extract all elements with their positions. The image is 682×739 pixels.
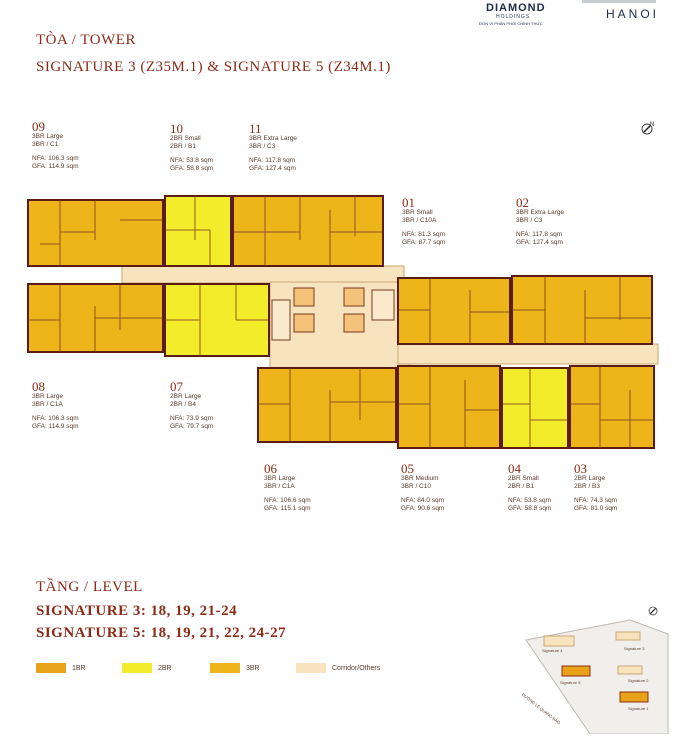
- unit-label-06: 06 3BR Large 3BR / C1A NFA: 106.6 sqm GFA: 115.1 sqm: [264, 461, 311, 512]
- level-line-2: SIGNATURE 5: 18, 19, 21, 22, 24-27: [36, 625, 287, 641]
- unit-label-11: 11 3BR Extra Large 3BR / C3 NFA: 117.8 sqm GFA: 127.4 sqm: [249, 121, 298, 172]
- unit-label-08: 08 3BR Large 3BR / C1A NFA: 106.3 sqm GFA: 114.9 sqm: [32, 379, 79, 430]
- legend-swatch-3br: [210, 663, 240, 673]
- level-label: TẦNG / LEVEL: [36, 579, 143, 595]
- legend-label-2br: 2BR: [158, 665, 172, 672]
- keymap-label-signature-3: Signature 3: [624, 646, 645, 651]
- compass-north-icon: [636, 118, 658, 140]
- level-line-1: SIGNATURE 3: 18, 19, 21-24: [36, 603, 238, 619]
- keymap-label-signature-5: Signature 5: [560, 680, 581, 685]
- unit-label-04: 04 2BR Small 2BR / B1 NFA: 53.8 sqm GFA: 58.8 sqm: [508, 461, 552, 512]
- unit-label-01: 01 3BR Small 3BR / C10A NFA: 81.3 sqm GFA: 87.7 sqm: [402, 195, 446, 246]
- keymap-label-signature-2: Signature 2: [628, 678, 649, 683]
- unit-label-05: 05 3BR Medium 3BR / C10 NFA: 84.0 sqm GFA: 90.6 sqm: [401, 461, 445, 512]
- unit-label-02: 02 3BR Extra Large 3BR / C3 NFA: 117.8 sqm GFA: 127.4 sqm: [516, 195, 565, 246]
- legend-label-corridor: Corridor/Others: [332, 665, 381, 672]
- unit-label-03: 03 2BR Large 2BR / B3 NFA: 74.3 sqm GFA: 81.0 sqm: [574, 461, 618, 512]
- legend-swatch-corridor: [296, 663, 326, 673]
- legend-label-3br: 3BR: [246, 665, 260, 672]
- developer-note: ĐƠN VỊ PHÂN PHỐI CHÍNH THỨC: [479, 21, 543, 26]
- svg-text:N: N: [650, 122, 655, 128]
- city-logo-text: HANOI: [606, 7, 660, 21]
- legend-swatch-1br: [36, 663, 66, 673]
- legend-label-1br: 1BR: [72, 665, 86, 672]
- keymap-label-signature-1: Signature 1: [628, 706, 649, 711]
- developer-sub-text: HOLDINGS: [496, 14, 531, 20]
- tower-title: SIGNATURE 3 (Z35M.1) & SIGNATURE 5 (Z34M.1): [36, 59, 391, 75]
- unit-label-09: 09 3BR Large 3BR / C1 NFA: 106.3 sqm GFA: 114.9 sqm: [32, 119, 79, 170]
- developer-logo-text: DIAMOND: [486, 2, 546, 14]
- unit-label-10: 10 2BR Small 2BR / B1 NFA: 53.8 sqm GFA: 58.8 sqm: [170, 121, 214, 172]
- site-key-map: [520, 600, 670, 734]
- legend-swatch-2br: [122, 663, 152, 673]
- unit-label-07: 07 2BR Large 2BR / B4 NFA: 73.9 sqm GFA: 79.7 sqm: [170, 379, 214, 430]
- tower-label: TÒA / TOWER: [36, 32, 136, 48]
- keymap-label-signature-4: Signature 4: [542, 648, 563, 653]
- keymap-street-label: ĐƯỜNG LÊ QUANG ĐẠO: [520, 692, 562, 726]
